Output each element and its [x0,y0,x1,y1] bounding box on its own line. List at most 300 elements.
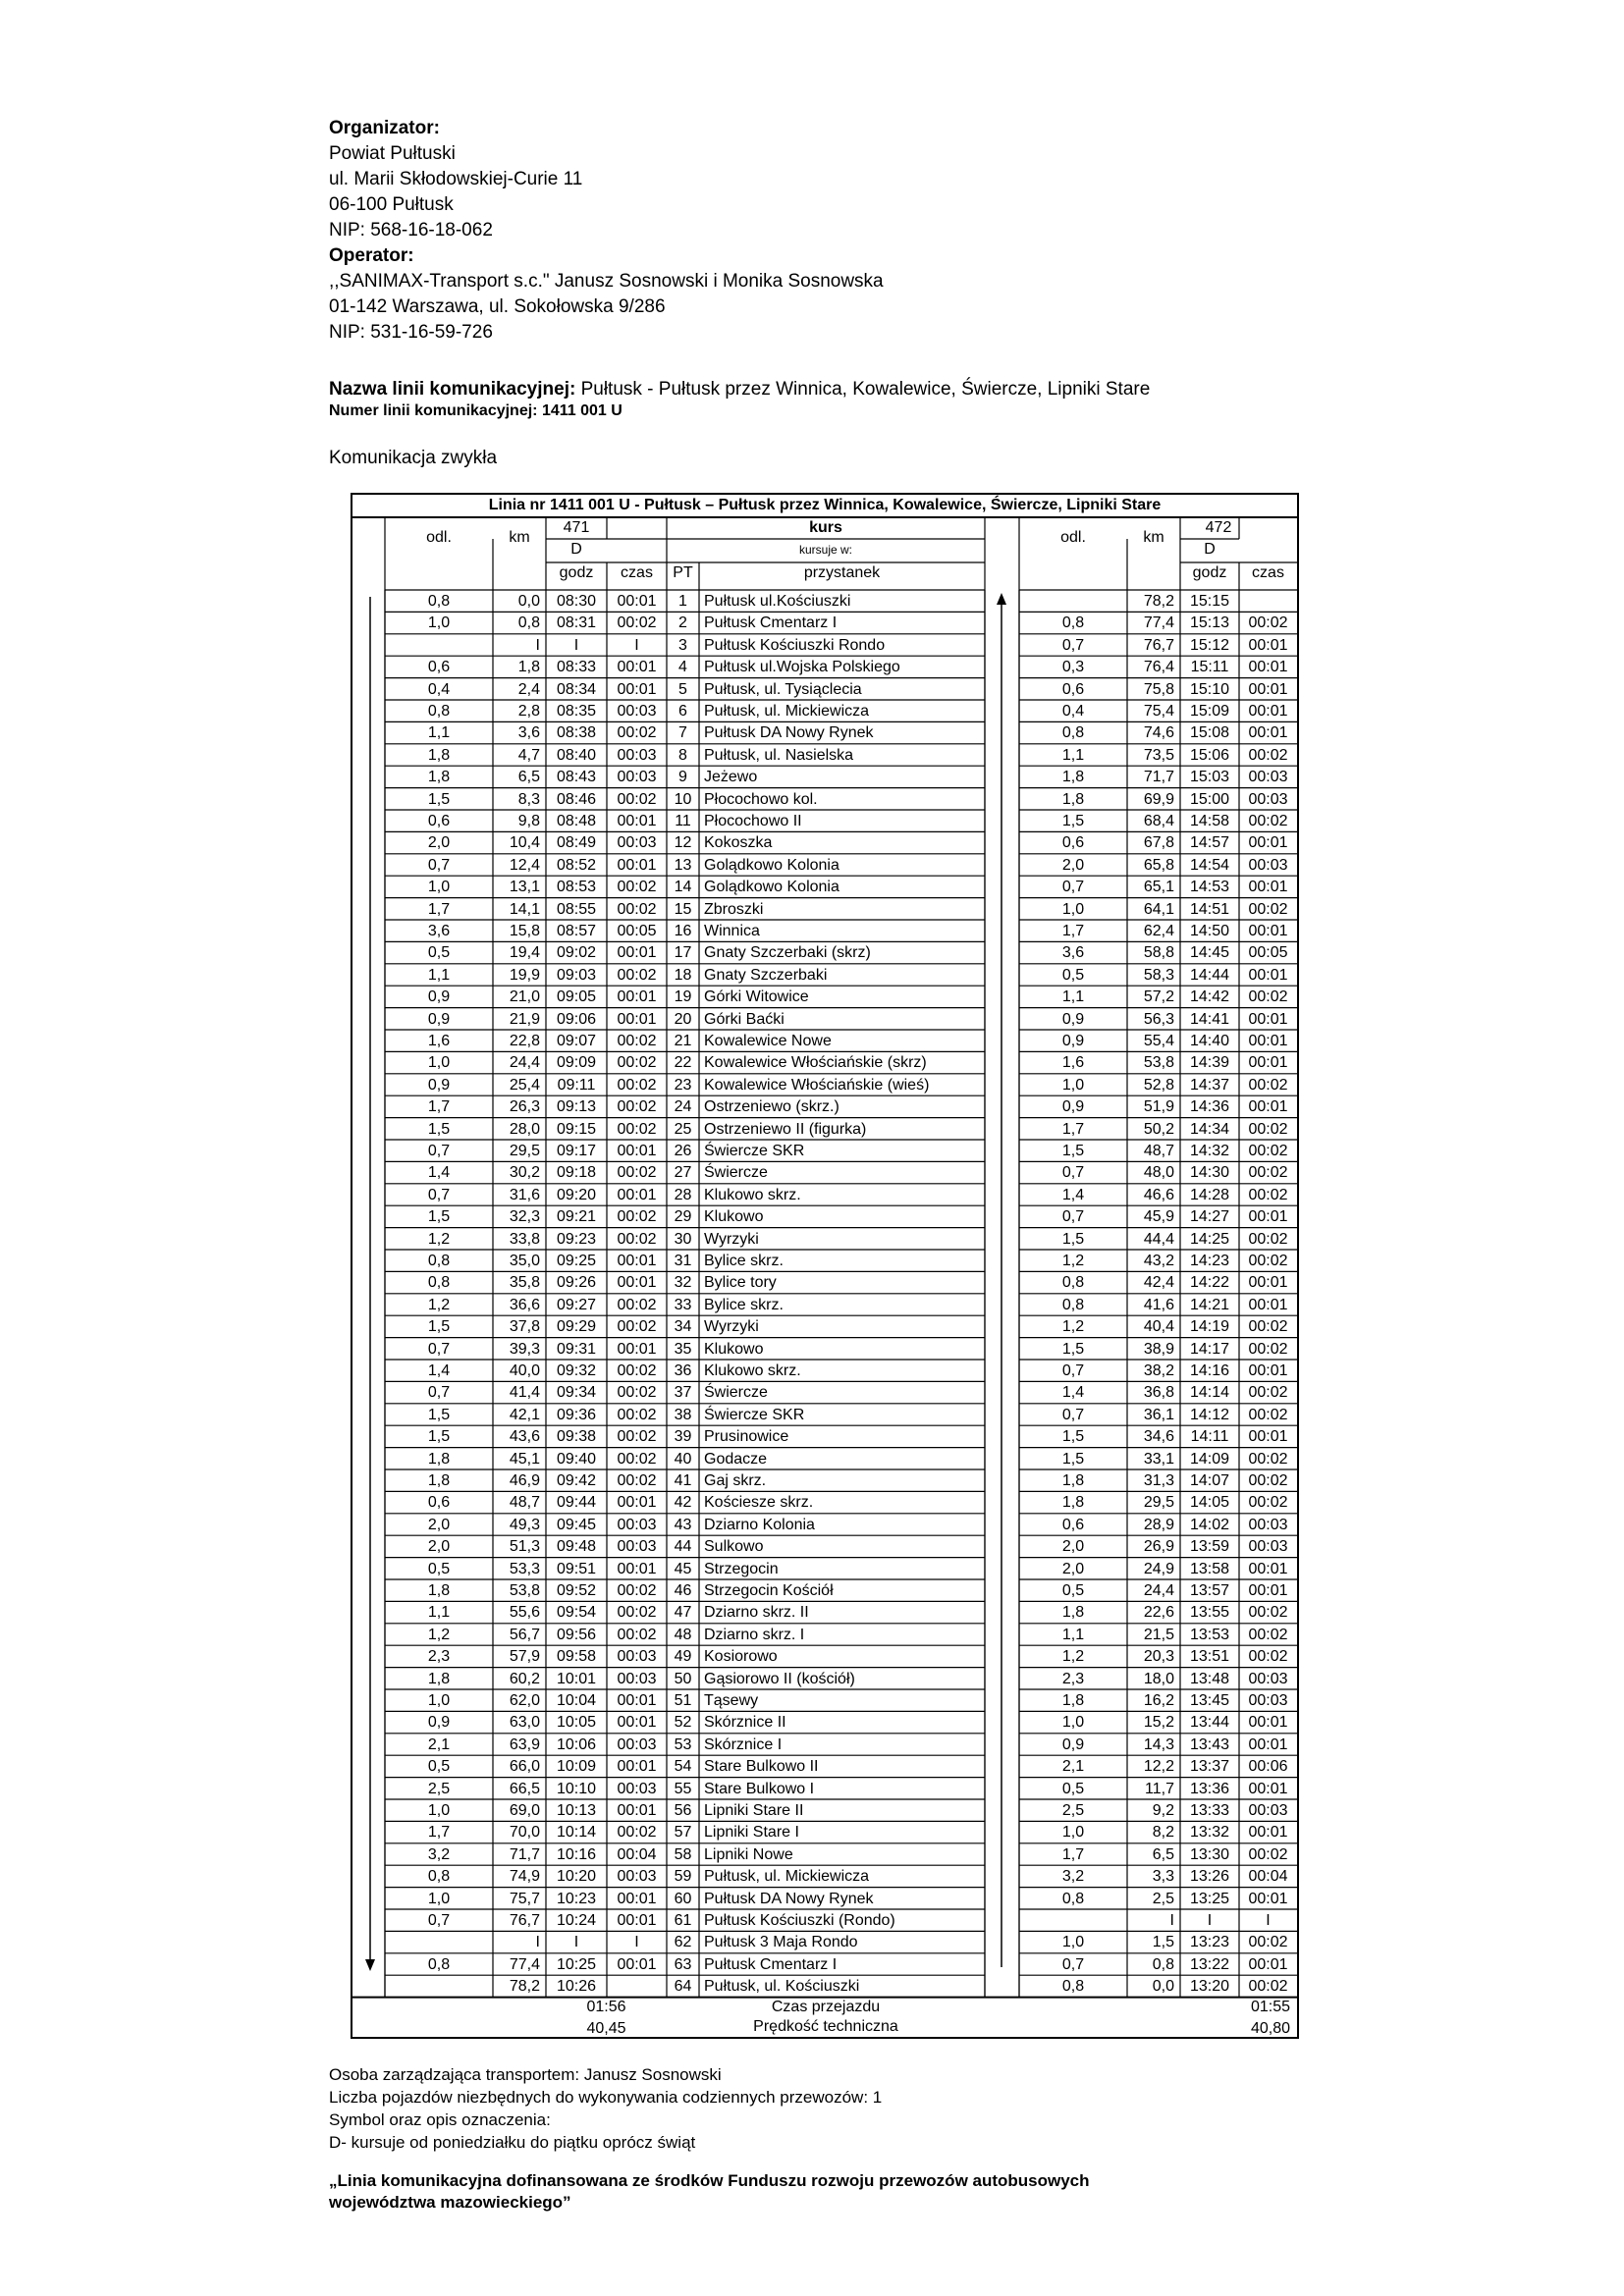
table-row [352,1668,1295,1689]
cell-dur-right: 00:01 [1248,1955,1288,1973]
cell-km-left: 21,9 [509,1010,540,1028]
col-km-left: km [509,529,530,546]
cell-time-right: 14:16 [1189,1362,1230,1379]
cell-dur-left: 00:01 [617,1692,657,1709]
cell-odl-left: 0,9 [427,1010,451,1028]
cell-km-right: 68,4 [1143,813,1174,829]
cell-km-right: 69,9 [1143,790,1174,808]
cell-time-right: 13:20 [1189,1978,1230,1996]
cell-stop-name: Płocochowo II [704,813,802,829]
cell-dur-right: 00:02 [1248,1648,1288,1666]
cell-time-left: 08:55 [556,900,597,918]
table-row [352,1315,1295,1337]
cell-km-left: 78,2 [509,1978,540,1996]
table-row [352,876,1295,897]
cell-km-right: I [1169,1912,1174,1929]
cell-dur-right: 00:02 [1248,1186,1288,1203]
cell-odl-left: 1,0 [427,1802,451,1819]
cell-odl-right: 2,0 [1061,1560,1085,1577]
cell-dur-right: 00:02 [1248,1230,1288,1248]
cell-odl-right: 1,2 [1061,1648,1085,1666]
table-row [352,634,1295,656]
cell-time-right: 15:15 [1189,593,1230,610]
cell-km-left: 70,0 [509,1824,540,1842]
cell-dur-left: 00:01 [617,1890,657,1907]
cell-dur-right: 00:01 [1248,659,1288,676]
cell-time-right: 14:42 [1189,988,1230,1006]
cell-time-left: 09:38 [556,1428,597,1446]
cell-km-right: 56,3 [1143,1010,1174,1028]
cell-odl-left: 1,8 [427,746,451,764]
operator-nip: NIP: 531-16-59-726 [329,322,493,343]
cell-km-right: 76,4 [1143,659,1174,676]
cell-odl-right: 1,0 [1061,1076,1085,1094]
cell-km-left: 0,8 [517,614,540,632]
cell-dur-right: 00:03 [1248,1516,1288,1533]
speed-left: 40,45 [586,2020,626,2037]
cell-odl-left: 1,0 [427,879,451,896]
cell-km-left: 28,0 [509,1120,540,1138]
cell-stop-no: 15 [674,900,692,918]
cell-stop-name: Pułtusk ul.Wojska Polskiego [704,659,900,676]
cell-stop-name: Gaj skrz. [704,1472,767,1489]
cell-km-left: 53,3 [509,1560,540,1577]
cell-time-left: 09:05 [556,988,597,1006]
cell-dur-right: 00:01 [1248,724,1288,742]
table-row [352,1074,1295,1095]
cell-odl-left: 0,4 [427,680,451,698]
cell-time-right: 14:41 [1189,1010,1230,1028]
cell-stop-name: Ostrzeniewo II (figurka) [704,1120,867,1138]
cell-time-left: 09:34 [556,1384,597,1402]
cell-odl-left: 2,1 [427,1735,451,1753]
cell-stop-no: 61 [674,1912,692,1929]
cell-stop-name: Pułtusk 3 Maja Rondo [704,1934,858,1951]
cell-stop-name: Wyrzyki [704,1318,759,1336]
organizer-street: ul. Marii Skłodowskiej-Curie 11 [329,169,583,189]
cell-stop-no: 43 [674,1516,692,1533]
cell-dur-left: 00:02 [617,1428,657,1446]
cell-time-right: 15:10 [1189,680,1230,698]
cell-km-right: 15,2 [1143,1714,1174,1732]
cell-km-left: 62,0 [509,1692,540,1709]
cell-dur-right: 00:02 [1248,1934,1288,1951]
cell-stop-name: Bylice tory [704,1274,777,1292]
cell-odl-left: 0,6 [427,659,451,676]
cell-km-right: 58,8 [1143,944,1174,962]
cell-time-left: 10:13 [556,1802,597,1819]
table-row [352,986,1295,1007]
cell-time-left: 08:40 [556,746,597,764]
cell-stop-no: 5 [678,680,687,698]
cell-odl-right: 0,7 [1061,1406,1085,1423]
table-row [352,1469,1295,1491]
cell-dur-right: 00:01 [1248,966,1288,984]
cell-stop-name: Kowalewice Włościańskie (wieś) [704,1076,930,1094]
cell-odl-right: 1,5 [1061,1450,1085,1468]
cell-time-right: 13:25 [1189,1890,1230,1907]
table-row [352,1514,1295,1535]
cell-stop-no: 59 [674,1868,692,1886]
cell-stop-name: Bylice skrz. [704,1253,784,1269]
cell-stop-no: 27 [674,1164,692,1182]
cell-time-left: 10:05 [556,1714,597,1732]
cell-time-right: 13:53 [1189,1626,1230,1643]
cell-time-left: I [573,1934,579,1951]
cell-odl-left: 0,7 [427,856,451,874]
cell-dur-right: 00:03 [1248,769,1288,786]
cell-time-right: 13:26 [1189,1868,1230,1886]
cell-time-right: 13:43 [1189,1735,1230,1753]
cell-km-right: 36,8 [1143,1384,1174,1402]
cell-dur-left: 00:01 [617,680,657,698]
cell-dur-right: 00:01 [1248,1890,1288,1907]
table-row [352,1535,1295,1557]
cell-km-left: 13,1 [509,879,540,896]
cell-dur-right: 00:01 [1248,680,1288,698]
line-name [329,377,1150,402]
course-number-right: 472 [1205,519,1232,536]
organizer-label: Organizator: [329,118,440,138]
cell-odl-right: 0,3 [1061,659,1085,676]
cell-odl-right: 2,0 [1061,856,1085,874]
cell-odl-left: 1,2 [427,1626,451,1643]
cell-km-right: 65,8 [1143,856,1174,874]
cell-dur-right: 00:02 [1248,1450,1288,1468]
cell-dur-right: 00:02 [1248,1143,1288,1159]
cell-km-left: 19,4 [509,944,540,962]
cell-stop-no: 7 [678,724,687,742]
cell-dur-left: 00:02 [617,1824,657,1842]
cell-km-right: 33,1 [1143,1450,1174,1468]
col-odl-left: odl. [426,529,452,546]
cell-time-right: 15:09 [1189,703,1230,720]
cell-stop-name: Górki Baćki [704,1010,785,1028]
cell-odl-right: 2,1 [1061,1758,1085,1776]
cell-stop-no: 37 [674,1384,692,1402]
table-row [352,898,1295,920]
cell-dur-left: 00:02 [617,724,657,742]
cell-km-left: 56,7 [509,1626,540,1643]
cell-dur-right: 00:01 [1248,1054,1288,1072]
cell-odl-right: 0,7 [1061,636,1085,654]
table-row [352,1755,1295,1777]
cell-odl-right: 0,7 [1061,879,1085,896]
cell-km-left: 46,9 [509,1472,540,1489]
cell-odl-left: 0,7 [427,1143,451,1159]
cell-dur-left: 00:02 [617,1582,657,1599]
cell-odl-left: 3,6 [427,923,451,939]
cell-time-right: 14:25 [1189,1230,1230,1248]
cell-dur-left: 00:01 [617,1912,657,1929]
table-row [352,1865,1295,1887]
cell-dur-left: I [634,1934,639,1951]
cell-stop-no: 62 [674,1934,692,1951]
cell-time-right: 15:03 [1189,769,1230,786]
cell-km-left: 10,4 [509,834,540,852]
cell-km-right: 0,0 [1152,1978,1174,1996]
cell-time-right: 14:36 [1189,1098,1230,1116]
cell-km-right: 43,2 [1143,1253,1174,1269]
cell-dur-right: 00:02 [1248,1318,1288,1336]
cell-km-left: 37,8 [509,1318,540,1336]
cell-km-right: 50,2 [1143,1120,1174,1138]
cell-time-right: 13:57 [1189,1582,1230,1599]
cell-time-right: 13:30 [1189,1845,1230,1863]
table-row [352,612,1295,633]
cell-time-left: 08:43 [556,769,597,786]
cell-odl-right: 1,0 [1061,1824,1085,1842]
cell-km-left: 51,3 [509,1538,540,1556]
cell-odl-left: 0,9 [427,1714,451,1732]
cell-time-right: 13:23 [1189,1934,1230,1951]
operator-label: Operator: [329,245,414,266]
cell-stop-name: Tąsewy [704,1692,759,1709]
cell-time-right: 14:19 [1189,1318,1230,1336]
cell-dur-left: 00:01 [617,593,657,610]
cell-odl-right: 1,8 [1061,790,1085,808]
cell-stop-no: 60 [674,1890,692,1907]
cell-km-left: 0,0 [517,593,540,610]
cell-odl-left: 2,5 [427,1780,451,1797]
cell-time-left: 09:58 [556,1648,597,1666]
cell-time-right: 14:53 [1189,879,1230,896]
cell-dur-left: 00:01 [617,1274,657,1292]
cell-dur-left: 00:02 [617,1164,657,1182]
speed-right: 40,80 [1250,2020,1290,2037]
cell-km-right: 74,6 [1143,724,1174,742]
cell-km-left: 49,3 [509,1516,540,1533]
cell-time-left: 08:34 [556,680,597,698]
cell-stop-no: 25 [674,1120,692,1138]
cell-dur-right: 00:03 [1248,1538,1288,1556]
cell-km-left: 12,4 [509,856,540,874]
course-number-left: 471 [563,519,590,536]
cell-time-left: 09:07 [556,1033,597,1049]
cell-time-left: 10:25 [556,1955,597,1973]
cell-dur-left: 00:03 [617,1780,657,1797]
table-row [352,1624,1295,1645]
table-row [352,590,1295,612]
cell-odl-right: 0,6 [1061,680,1085,698]
cell-stop-no: 6 [678,703,687,720]
cell-stop-no: 30 [674,1230,692,1248]
cell-stop-name: Świercze [704,1164,768,1182]
cell-odl-right: 0,9 [1061,1033,1085,1049]
cell-km-right: 20,3 [1143,1648,1174,1666]
col-odl-right: odl. [1060,529,1086,546]
cell-km-right: 16,2 [1143,1692,1174,1709]
cell-stop-no: 46 [674,1582,692,1599]
cell-dur-left: 00:01 [617,944,657,962]
cell-stop-name: Prusinowice [704,1428,789,1446]
cell-odl-left: 0,5 [427,1560,451,1577]
cell-dur-right: 00:02 [1248,1626,1288,1643]
cell-km-right: 14,3 [1143,1735,1174,1753]
cell-odl-left: 0,5 [427,1758,451,1776]
cell-stop-name: Klukowo [704,1208,764,1226]
table-row [352,1909,1295,1931]
cell-odl-left: 1,0 [427,1692,451,1709]
cell-km-left: 42,1 [509,1406,540,1423]
cell-time-right: 13:32 [1189,1824,1230,1842]
cell-odl-left: 2,0 [427,834,451,852]
cell-dur-left: 00:01 [617,659,657,676]
cell-time-left: 08:35 [556,703,597,720]
cell-time-right: 13:44 [1189,1714,1230,1732]
cell-stop-no: 63 [674,1955,692,1973]
cell-time-left: 08:31 [556,614,597,632]
cell-stop-no: 32 [674,1274,692,1292]
cell-odl-right: 0,7 [1061,1362,1085,1379]
table-row [352,1689,1295,1711]
cell-time-left: 09:17 [556,1143,597,1159]
cell-dur-left: 00:01 [617,1010,657,1028]
cell-km-right: 67,8 [1143,834,1174,852]
cell-dur-left: 00:05 [617,923,657,939]
cell-stop-name: Skórznice I [704,1735,783,1753]
cell-km-left: 40,0 [509,1362,540,1379]
cell-dur-right: 00:04 [1248,1868,1288,1886]
cell-stop-name: Świercze SKR [704,1406,805,1423]
cell-km-left: 22,8 [509,1033,540,1049]
cell-dur-left: 00:04 [617,1845,657,1863]
cell-km-left: 35,8 [509,1274,540,1292]
cell-stop-name: Stare Bulkowo I [704,1780,815,1797]
cell-km-left: 2,4 [517,680,540,698]
cell-km-right: 38,9 [1143,1340,1174,1358]
sign-left: D [570,541,582,558]
cell-dur-left: 00:03 [617,769,657,786]
cell-odl-right: 1,1 [1061,746,1085,764]
cell-dur-right: 00:06 [1248,1758,1288,1776]
cell-time-left: 09:32 [556,1362,597,1379]
cell-stop-name: Świercze SKR [704,1143,805,1159]
operator-address: 01-142 Warszawa, ul. Sokołowska 9/286 [329,296,666,317]
cell-dur-left: 00:01 [617,1143,657,1159]
cell-stop-no: 9 [678,769,687,786]
col-czas-left: czas [621,564,653,581]
cell-odl-left: 1,1 [427,724,451,742]
cell-odl-left: 0,6 [427,813,451,829]
cell-odl-right: 1,5 [1061,1428,1085,1446]
cell-stop-no: 11 [675,813,691,829]
cell-odl-right: 3,6 [1061,944,1085,962]
cell-stop-name: Pułtusk, ul. Mickiewicza [704,1868,870,1886]
cell-odl-right: 1,5 [1061,1230,1085,1248]
cell-time-left: 08:46 [556,790,597,808]
cell-stop-no: 24 [674,1098,692,1116]
cell-odl-left: 0,7 [427,1186,451,1203]
cell-km-right: 57,2 [1143,988,1174,1006]
cell-odl-right: 0,5 [1061,966,1085,984]
cell-odl-right: 1,1 [1061,988,1085,1006]
cell-stop-no: 22 [674,1054,692,1072]
cell-km-right: 3,3 [1152,1868,1174,1886]
cell-km-right: 78,2 [1143,593,1174,610]
cell-km-left: 43,6 [509,1428,540,1446]
cell-km-left: 41,4 [509,1384,540,1402]
cell-time-left: 08:52 [556,856,597,874]
cell-km-right: 24,9 [1143,1560,1174,1577]
cell-km-right: 48,7 [1143,1143,1174,1159]
cell-stop-name: Płocochowo kol. [704,790,818,808]
cell-stop-no: 29 [674,1208,692,1226]
cell-time-left: 09:44 [556,1494,597,1512]
timetable [351,493,1299,2039]
cell-km-left: 69,0 [509,1802,540,1819]
table-row [352,1008,1295,1030]
cell-dur-right: 00:02 [1248,813,1288,829]
table-row [352,1381,1295,1403]
cell-km-right: 75,4 [1143,703,1174,720]
travel-time-left: 01:56 [586,1999,626,2015]
cell-stop-no: 20 [674,1010,692,1028]
cell-km-left: 31,6 [509,1186,540,1203]
table-row [352,700,1295,721]
cell-dur-left: 00:01 [617,813,657,829]
cell-time-left: 08:33 [556,659,597,676]
cell-stop-name: Dziarno skrz. II [704,1604,809,1622]
cell-odl-left: 1,0 [427,1890,451,1907]
cell-time-left: 09:21 [556,1208,597,1226]
cell-dur-left: 00:01 [617,1340,657,1358]
cell-time-left: 09:56 [556,1626,597,1643]
cell-dur-right: 00:02 [1248,1472,1288,1489]
cell-dur-right: 00:01 [1248,1735,1288,1753]
table-row [352,1205,1295,1227]
cell-dur-left: 00:02 [617,1076,657,1094]
cell-time-left: 09:02 [556,944,597,962]
cell-odl-left: 0,6 [427,1494,451,1512]
cell-km-left: 45,1 [509,1450,540,1468]
cell-time-right: 14:22 [1189,1274,1230,1292]
table-row [352,920,1295,941]
cell-odl-left: 0,8 [427,1274,451,1292]
cell-time-left: 09:40 [556,1450,597,1468]
cell-time-right: 14:17 [1189,1340,1230,1358]
cell-stop-name: Pułtusk, ul. Nasielska [704,746,854,764]
cell-km-right: 48,0 [1143,1164,1174,1182]
cell-stop-no: 13 [674,856,692,874]
cell-time-right: 14:05 [1189,1494,1230,1512]
funding-note [329,2170,1090,2214]
cell-stop-no: 51 [674,1692,692,1709]
cell-dur-left: 00:03 [617,703,657,720]
cell-stop-no: 2 [678,614,687,632]
cell-odl-right: 1,1 [1061,1626,1085,1643]
cell-km-left: 35,0 [509,1253,540,1269]
cell-stop-name: Pułtusk, ul. Mickiewicza [704,703,870,720]
table-row [352,1975,1295,1997]
cell-dur-left: 00:03 [617,1648,657,1666]
cell-dur-left: 00:01 [617,1494,657,1512]
cell-km-right: 31,3 [1143,1472,1174,1489]
cell-km-right: 29,5 [1143,1494,1174,1512]
cell-odl-right: 1,4 [1061,1186,1085,1203]
cell-odl-left: 0,7 [427,1912,451,1929]
cell-odl-right: 0,9 [1061,1735,1085,1753]
table-row [352,1250,1295,1271]
cell-time-right: 13:51 [1189,1648,1230,1666]
cell-km-left: 19,9 [509,966,540,984]
table-row [352,1425,1295,1447]
cell-stop-no: 31 [674,1253,692,1269]
cell-km-left: 63,9 [509,1735,540,1753]
cell-dur-left: 00:03 [617,1670,657,1687]
cell-time-left: 09:25 [556,1253,597,1269]
col-godz-right: godz [1192,564,1227,581]
